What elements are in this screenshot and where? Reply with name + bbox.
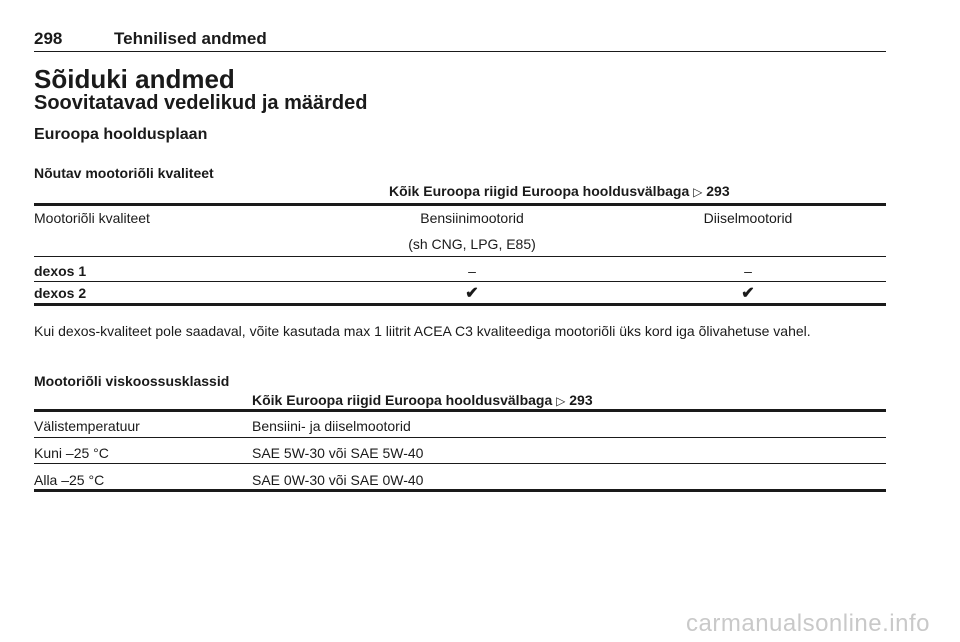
watermark: carmanualsonline.info (686, 610, 930, 637)
running-header: Tehnilised andmed (114, 29, 267, 48)
checkmark-icon: ✔ (741, 285, 755, 302)
page-header (34, 29, 886, 52)
row-label-dexos2: dexos 2 (34, 285, 87, 301)
row-label-dexos1: dexos 1 (34, 263, 87, 279)
column-header-quality: Mootoriõli kvaliteet (34, 210, 150, 226)
plan-heading: Euroopa hooldusplaan (34, 126, 208, 143)
table-rule (34, 489, 886, 492)
dexos-note: Kui dexos-kvaliteet pole saadaval, võite kasutada max 1 liitrit ACEA C3 kvaliteediga mootoriõli üks kord iga õlivahetuse vahel. (34, 323, 811, 339)
column-header-engines: Bensiini- ja diiselmootorid (252, 418, 411, 434)
page-subtitle: Soovitatavad vedelikud ja määrded (34, 92, 368, 114)
table-rule (34, 303, 886, 306)
table-rule (34, 281, 886, 282)
row-temp-2: Alla –25 °C (34, 472, 105, 488)
caption-page-ref[interactable]: 293 (569, 392, 593, 408)
caption-page-ref[interactable]: 293 (706, 183, 730, 199)
page-number: 298 (34, 29, 63, 48)
column-header-petrol-note: (sh CNG, LPG, E85) (408, 236, 536, 252)
table-rule (34, 409, 886, 412)
table-rule (34, 437, 886, 438)
table-rule (34, 203, 886, 206)
dexos1-diesel-value: – (744, 263, 752, 279)
table-rule (34, 463, 886, 464)
viscosity-caption (252, 392, 593, 408)
checkmark-icon: ✔ (465, 285, 479, 302)
row-grade-1: SAE 5W-30 või SAE 5W-40 (252, 445, 424, 461)
viscosity-heading: Mootoriõli viskoossusklassid (34, 373, 230, 389)
column-header-temperature: Välistemperatuur (34, 418, 140, 434)
page-title: Sõiduki andmed (34, 64, 235, 94)
column-header-petrol: Bensiinimootorid (420, 210, 524, 226)
row-temp-1: Kuni –25 °C (34, 445, 109, 461)
column-header-diesel: Diiselmootorid (703, 210, 793, 226)
page-reference-icon: ▷ (693, 185, 703, 199)
table-rule (34, 256, 886, 257)
caption-text: Kõik Euroopa riigid Euroopa hooldusvälbaga (252, 392, 553, 408)
oil-quality-caption (389, 183, 730, 199)
row-grade-2: SAE 0W-30 või SAE 0W-40 (252, 472, 424, 488)
page-reference-icon: ▷ (556, 394, 566, 408)
dexos1-petrol-value: – (468, 263, 476, 279)
oil-quality-heading: Nõutav mootoriõli kvaliteet (34, 165, 214, 181)
caption-text: Kõik Euroopa riigid Euroopa hooldusvälbaga (389, 183, 690, 199)
